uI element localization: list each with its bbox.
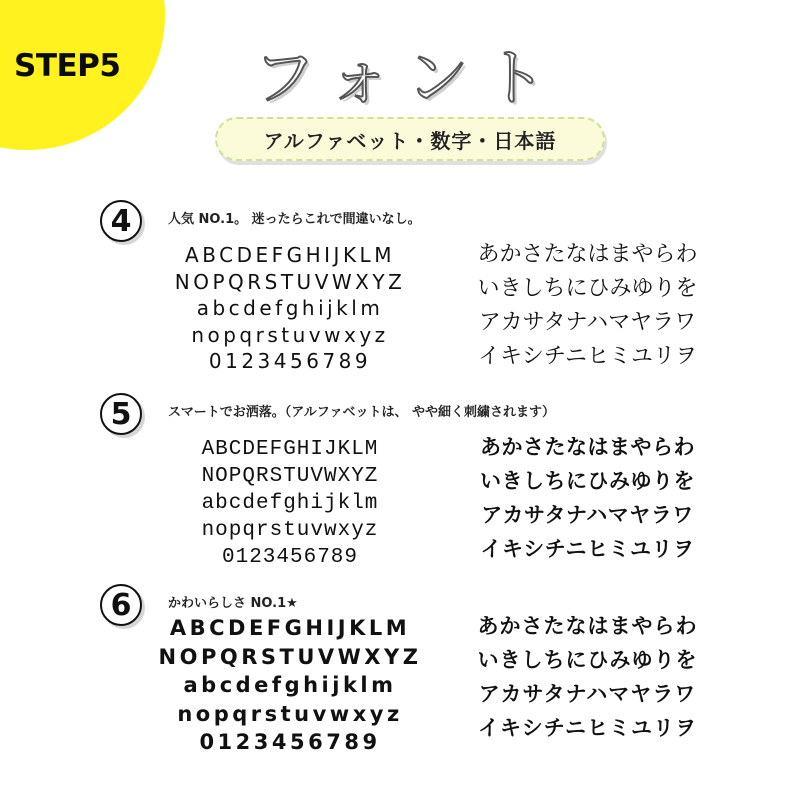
alphabet-sample [135, 439, 445, 574]
kana-sample [465, 616, 710, 752]
alphabet-sample [135, 618, 445, 761]
step-label: STEP5 [14, 48, 121, 84]
hiragana-line-1: あかさたなはまやらわ [480, 435, 695, 459]
katakana-line-2: イキシチニヒミユリヲ [480, 537, 695, 561]
uppercase-line-2: NOPQRSTUVWXYZ [174, 269, 406, 294]
font-number-badge: 4 [100, 200, 142, 242]
lowercase-line-2: nopqrstuvwxyz [201, 519, 379, 542]
katakana-line-1: アカサタナハマヤラワ [478, 682, 697, 706]
hiragana-line-2: いきしちにひみゆりを [477, 648, 698, 672]
lowercase-line-2: nopqrstuvwxyz [191, 322, 389, 347]
hiragana-line-2: いきしちにひみゆりを [477, 276, 698, 301]
lowercase-line-1: abcdefghijklm [183, 673, 397, 697]
subtitle-pill [215, 117, 605, 161]
katakana-line-1: アカサタナハマヤラワ [478, 310, 697, 335]
kana-sample [465, 244, 710, 380]
font-caption: かわいらしさ NO.1★ [168, 596, 298, 611]
digits-line: 0123456789 [199, 730, 381, 754]
subtitle-text: アルファベット・数字・日本語 [263, 128, 557, 153]
font-caption: スマートでお洒落。（アルファベットは、 やや細く刺繍されます） [168, 405, 555, 420]
kana-sample [465, 437, 710, 573]
katakana-line-1: アカサタナハマヤラワ [481, 503, 694, 527]
font-caption: 人気 NO.1。 迷ったらこれで間違いなし。 [168, 212, 421, 227]
alphabet-sample [135, 245, 445, 378]
katakana-line-2: イキシチニヒミユリヲ [478, 344, 697, 369]
hiragana-line-1: あかさたなはまやらわ [477, 614, 698, 638]
digits-line: 0123456789 [208, 349, 372, 373]
katakana-line-2: イキシチニヒミユリヲ [478, 716, 697, 740]
digits-line: 0123456789 [221, 546, 359, 569]
lowercase-line-1: abcdefghijklm [196, 296, 384, 320]
hiragana-line-1: あかさたなはまやらわ [477, 242, 698, 267]
hiragana-line-2: いきしちにひみゆりを [480, 469, 695, 493]
lowercase-line-2: nopqrstuvwxyz [177, 701, 403, 726]
uppercase-line-2: NOPQRSTUVWXYZ [158, 644, 422, 669]
page-title: フォント [253, 41, 563, 114]
font-number-badge: 5 [100, 393, 142, 435]
lowercase-line-1: abcdefghijklm [201, 492, 379, 515]
uppercase-line-1: ABCDEFGHIJKLM [169, 616, 411, 640]
uppercase-line-1: ABCDEFGHIJKLM [185, 243, 395, 267]
uppercase-line-1: ABCDEFGHIJKLM [201, 438, 379, 461]
uppercase-line-2: NOPQRSTUVWXYZ [201, 465, 379, 488]
font-number-badge: 6 [100, 584, 142, 626]
